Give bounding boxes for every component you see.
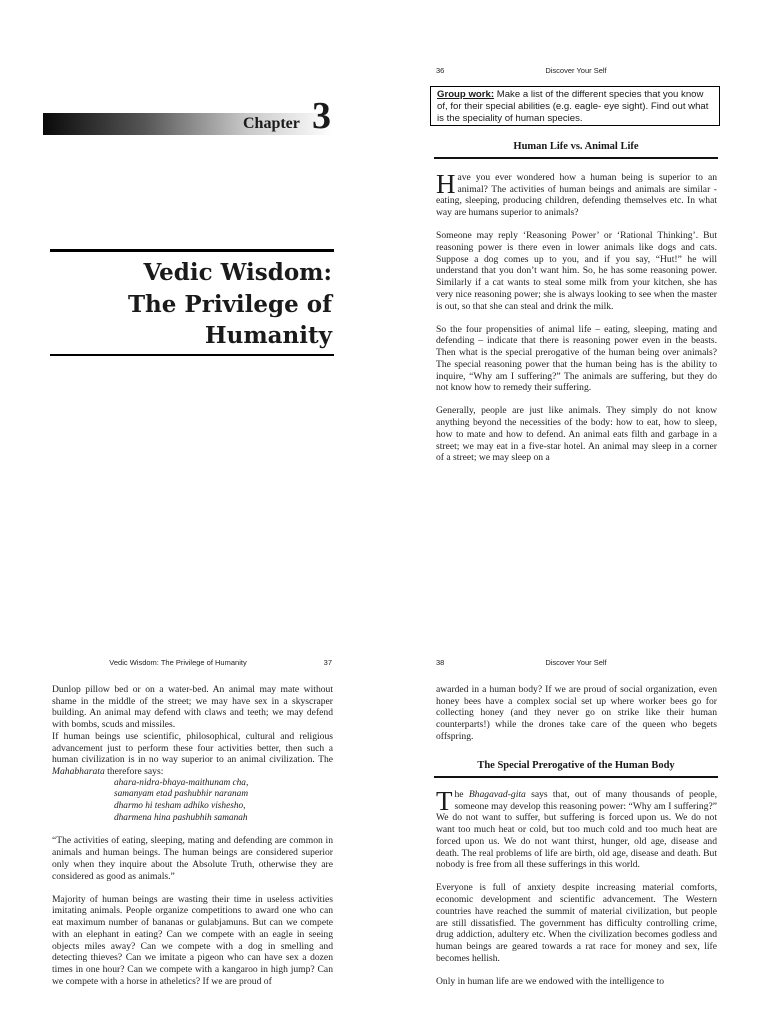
- body-text: [52, 684, 333, 999]
- page-37: [0, 512, 384, 1024]
- running-head: Vedic Wisdom: The Privilege of Humanity: [109, 658, 247, 667]
- chapter-number: 3: [312, 95, 331, 137]
- page-number: 36: [436, 66, 445, 75]
- sanskrit-verse: [114, 778, 333, 825]
- paragraph: Majority of human beings are wasting their time in useless activities imitating animals. People organize competitions to award one who can eat maximum number of bananas or gulabjamuns. But can we compete with an elephant in eating? Can we compete with an eagle in seeing objects miles away? Can we compete with a dog in smelling and detecting thieves? Can we imitate a pigeon who can have sex a dozen times in one hour? Can we compete with a kangaroo in high jump? Can we compete with a horse in atheletics? If we are proud of: [52, 893, 333, 987]
- group-work-label: Group work:: [437, 89, 495, 100]
- title-rule-top: [50, 249, 334, 252]
- paragraph: Have you ever wondered how a human being is superior to an animal? The activities of human beings and animals are similar - eating, sleeping, producing children, defending themselves etc. In what way are humans superior to animals?: [436, 169, 717, 219]
- verse-line: dharmo hi tesham adhiko vishesho,: [114, 801, 246, 812]
- page-number: 38: [436, 658, 445, 667]
- verse-line: samanyam etad pashubhir naranam: [114, 789, 249, 800]
- section-title: The Special Prerogative of the Human Body: [477, 760, 675, 771]
- chapter-title-line: The Privilege of: [127, 290, 332, 318]
- section-rule: [434, 157, 718, 159]
- body-text: [436, 786, 717, 999]
- paragraph: Everyone is full of anxiety despite increasing material comforts, economic development and scientific advancement. The Western countries have reached the summit of material civilization, but people are still dissatisfied. The government has difficulty controlling crime, drug addiction, adultery etc. When the civilization becomes godless and human beings are geared towards a rat race for money and sex, life becomes hellish.: [436, 882, 717, 964]
- page-38: [384, 512, 768, 1024]
- chapter-title-line: Humanity: [204, 322, 332, 349]
- verse-line: ahara-nidra-bhaya-maithunam cha,: [114, 777, 249, 788]
- chapter-opener-page: [0, 0, 384, 512]
- paragraph: Someone may reply ‘Reasoning Power’ or ‘Rational Thinking’. But reasoning power is there even in lower animals like dogs and cats. Suppose a dog comes up to you, and if you say, “Hut!” he will understand that you don’t want him. So, he has some reasoning power. Similarly if a cat wants to steal some milk from your kitchen, she has very nice reasoning power; she is always looking to see when the master is out, so that she can steal and drink the milk.: [436, 230, 717, 312]
- page-36: [384, 0, 768, 512]
- paragraph: awarded in a human body? If we are proud of social organization, even honey bees have a complex social set up where worker bees go for collecting honey (and they never go on strike like their human counterparts!) while the drones take care of the queen who begets offspring.: [436, 684, 717, 742]
- body-text: [436, 169, 717, 475]
- paragraph: Only in human life are we endowed with the intelligence to: [436, 975, 665, 987]
- paragraph: So the four propensities of animal life – eating, sleeping, mating and defending – indicate that there is reasoning power even in the beasts. Then what is the special prerogative of the human being over animals? The special reasoning power that the human being has is the ability to inquire, “Why am I suffering?” The animals are suffering, but they do not know how to remedy their suffering.: [436, 323, 717, 394]
- running-head: Discover Your Self: [545, 658, 607, 667]
- chapter-title: [128, 257, 332, 352]
- group-work-box: [430, 86, 720, 126]
- italic-title: Bhagavad-gita: [468, 789, 526, 800]
- drop-cap: T: [436, 786, 453, 816]
- chapter-label: Chapter: [243, 115, 300, 132]
- italic-title: Mahabharata: [52, 765, 105, 777]
- paragraph: If human beings use scientific, philosophical, cultural and religious advancement just to perform these four activities better, then such a human civilization is in no way superior to an animal civilization. The Mahabharata therefore says:: [52, 730, 333, 777]
- paragraph: Dunlop pillow bed or on a water-bed. An animal may mate without shame in the middle of the street; we may have sex in a skyscraper building. An animal may defend with claws and teeth; we may defend with bombs, scuds and missiles.: [52, 684, 333, 731]
- paragraph: Generally, people are just like animals. They simply do not know anything beyond the necessities of the body: how to eat, how to sleep, how to mate and how to defend. An animal eats filth and garbage in a street; we may eat in a five-star hotel. An animal may sleep in a corner of a street; we may sleep on a: [436, 405, 717, 464]
- verse-line: dharmena hina pashubhih samanah: [114, 812, 248, 823]
- group-work-text: Make a list of the different species that you know of, for their special abilities (e.g. eagle- eye sight). Find out what is the speciality of human species.: [437, 89, 709, 124]
- body-text-top: [436, 684, 717, 754]
- running-head: Discover Your Self: [545, 66, 607, 75]
- page-number: 37: [323, 658, 332, 667]
- title-rule-bottom: [50, 354, 334, 356]
- drop-cap: H: [436, 169, 456, 199]
- section-rule: [434, 776, 718, 778]
- chapter-title-line: Vedic Wisdom:: [143, 259, 332, 286]
- paragraph: “The activities of eating, sleeping, mating and defending are common in animals and human beings. The human beings are considered superior only when they inquire about the Absolute Truth, otherwise they are considered as good as animals.”: [52, 835, 333, 882]
- paragraph: The Bhagavad-gita says that, out of many thousands of people, someone may develop this reasoning power: “Why am I suffering?” We do not want to suffer, but suffering is forced upon us. We do not want too much heat or cold, but too much cold and too much heat are forced upon us. We do not want thirst, hunger, old age, disease and death. The real problems of life are birth, old age, disease and death. But nobody is free from all these sufferings in this world.: [436, 786, 717, 871]
- section-title: Human Life vs. Animal Life: [513, 141, 639, 152]
